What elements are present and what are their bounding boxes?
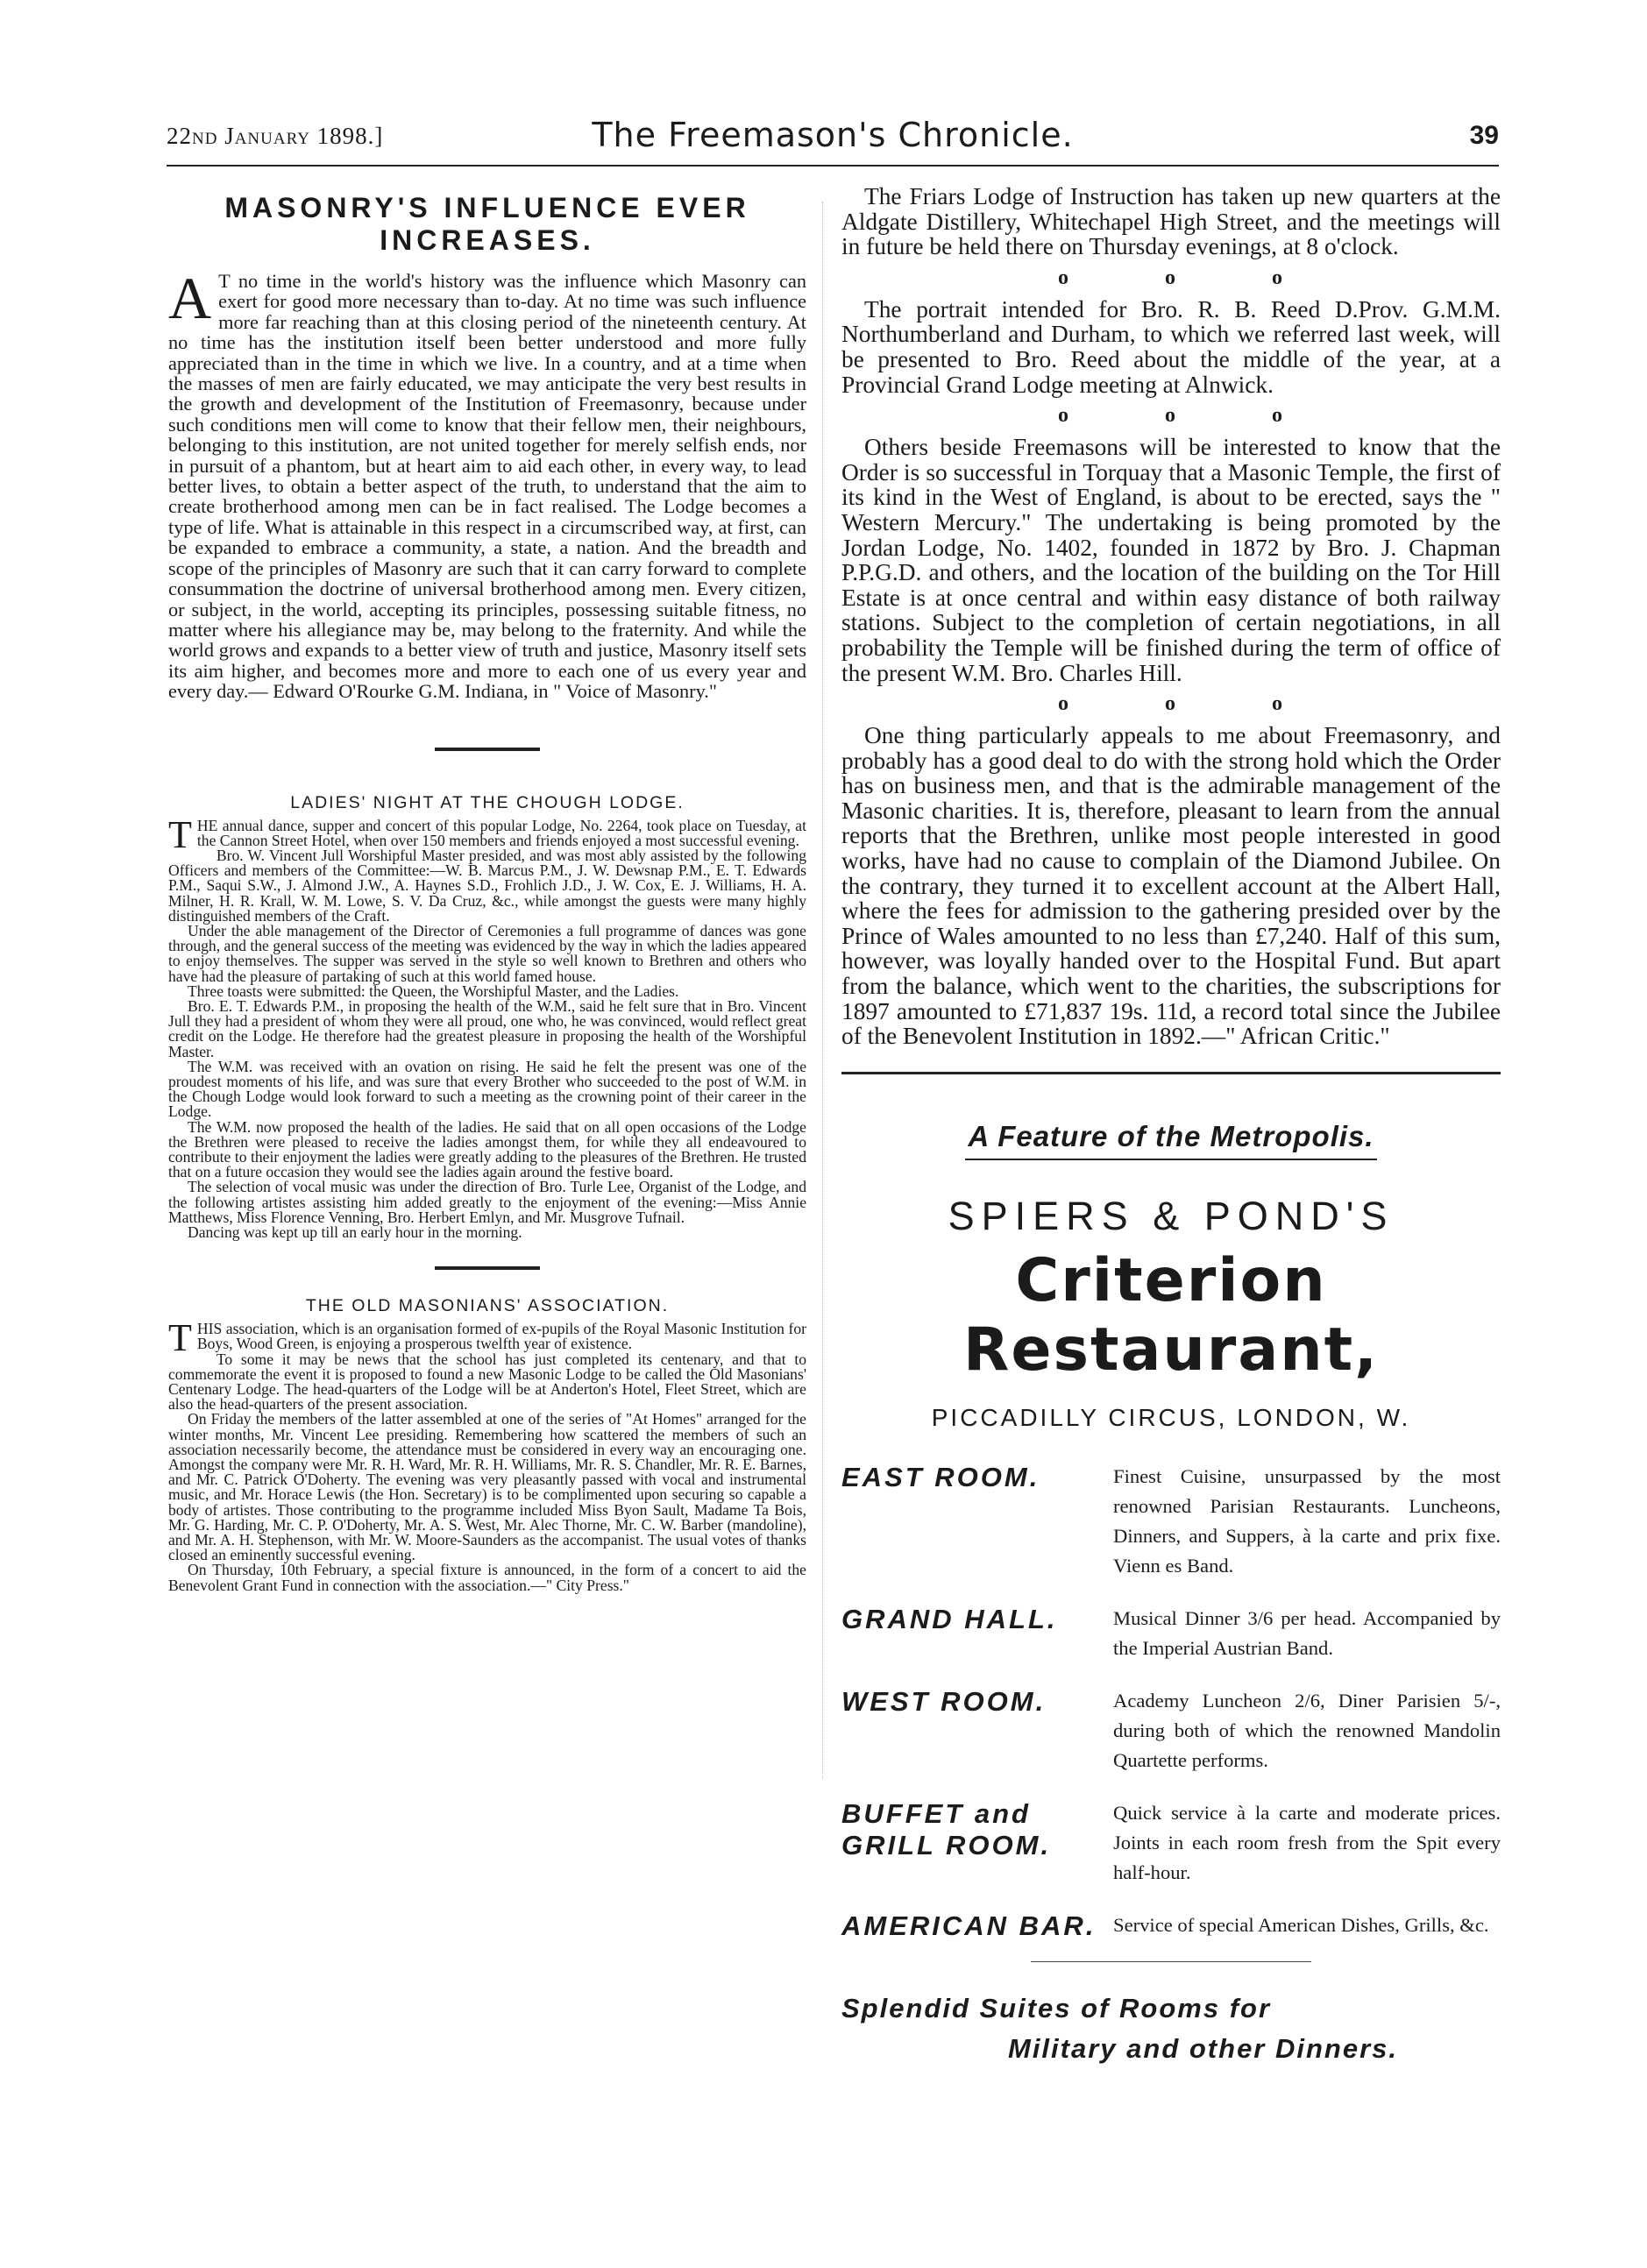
room-description: Finest Cuisine, unsurpassed by the most renowned Parisian Restaurants. Luncheons, Dinners, and Suppers, à la carte and prix fixe. Vienn es Band. — [1113, 1464, 1501, 1577]
drop-cap: T — [168, 812, 192, 856]
left-column — [168, 180, 806, 1593]
paragraph: The selection of vocal music was under the direction of Bro. Turle Lee, Organist of the Lodge, and the following artistes assisting him added greatly to the enjoyment of the evening:—Miss Annie Matthews, Miss Florence Venning, Bro. Herbert Emlyn, and Mr. Musgrove Tufnail. — [168, 1178, 806, 1226]
note-masonic-charities: One thing particularly appeals to me about Freemasonry, and probably has a good deal to do with the strong hold which the Order has on business men, and that is the admirable management of the Masonic charities. It is, therefore, pleasant to learn from the annual reports that the Brethren, unlike most people interested in good works, have had no cause to complain of the Diamond Jubilee. On the contrary, they turned it to excellent account at the Albert Hall, where the fees for admission to the gathering presided over by the Prince of Wales amounted to no less than £7,240. Half of this sum, however, was loyally handed over to the Hospital Fund. But apart from the balance, which went to the charities, the subscriptions for 1897 amounted to £71,837 19s. 11d, a record total since the Jubilee of the Benevolent Institution in 1892.—" African Critic." — [841, 722, 1501, 1050]
ad-feature-underline — [965, 1159, 1377, 1160]
right-column — [841, 184, 1501, 2069]
paragraph-text: HE annual dance, supper and concert of this popular Lodge, No. 2264, took place on Tuesday, at the Cannon Street Hotel, when over 150 members and friends enjoyed a most successful evening. — [196, 816, 806, 849]
section-separator — [435, 748, 540, 751]
room-description: Service of special American Dishes, Grills, &c. — [1113, 1913, 1489, 1936]
room-description: Musical Dinner 3/6 per head. Accompanied by the Imperial Austrian Band. — [1113, 1606, 1501, 1659]
paragraph: On Friday the members of the latter assembled at one of the series of "At Homes" arranged for the winter months, Mr. Vincent Lee presiding. Remembering how scattered the members of such an association necessarily become, the attendance must be considered in every way an encouraging one. Amongst the company were Mr. R. H. Ward, Mr. R. H. Williams, Mr. R. S. Chandler, Mr. R. E. Barnes, and Mr. C. Patrick O'Doherty. The evening was very pleasantly passed with vocal and instrumental music, and Mr. Horace Lewis (the Hon. Secretary) is to be complimented upon securing so capable a body of artistes. Those contributing to the programme included Miss Byon Sault, Madame Ta Bois, Mr. G. Harding, Mr. C. P. O'Doherty, Mr. A. S. West, Mr. Alec Thorne, Mr. C. W. Barber (mandoline), and Mr. A. H. Stephenson, with Mr. W. Moore-Saunders as the accompanist. The usual votes of thanks closed an eminently successful evening. — [168, 1410, 806, 1564]
criterion-advertisement — [841, 1120, 1501, 2069]
article-old-masonians — [168, 1316, 806, 1594]
section-rule — [841, 1072, 1501, 1074]
ad-room-buffet-grill — [841, 1795, 1501, 1888]
ad-feature-line: A Feature of the Metropolis. — [968, 1119, 1374, 1152]
headline-old-masonians: THE OLD MASONIANS' ASSOCIATION. — [305, 1296, 670, 1316]
paragraph: The W.M. now proposed the health of the ladies. He said that on all open occasions of the Lodge the Brethren were pleased to receive the ladies amongst them, for while they all endeavoured to contribute to their enjoyment the ladies were greatly adding to the pleasures of the Brethren. He trusted that on a future occasion they would see the ladies again around the festive board. — [168, 1117, 806, 1181]
ornament-separator: o o o — [1058, 404, 1328, 428]
headline-ladies-night: LADIES' NIGHT AT THE CHOUGH LODGE. — [290, 792, 685, 812]
paragraph — [168, 812, 806, 856]
room-name: WEST ROOM. — [841, 1685, 1047, 1717]
section-separator — [435, 1266, 540, 1270]
ad-rule — [1031, 1961, 1311, 1962]
paragraph: The W.M. was received with an ovation on rising. He said he felt the present was one of the proudest moments of his life, and was sure that every Brother who succeeded to the post of W.M. in the Chough Lodge would look forward to such a meeting as the crowning point of their career in the Lodge. — [168, 1057, 806, 1121]
drop-cap: A — [168, 265, 212, 331]
page-header — [167, 116, 1499, 163]
paragraph-text: HIS association, which is an organisation formed of ex-pupils of the Royal Masonic Institution for Boys, Wood Green, is enjoying a prosperous twelfth year of existence. — [196, 1320, 806, 1353]
ad-restaurant-name: Criterion Restaurant, — [963, 1245, 1379, 1385]
ad-room-east — [841, 1458, 1501, 1581]
room-name: BUFFET and GRILL ROOM. — [841, 1797, 1052, 1860]
room-name: GRAND HALL. — [841, 1603, 1058, 1634]
article-masonry-influence — [168, 265, 806, 703]
paragraph — [168, 1316, 806, 1360]
paragraph: Dancing was kept up till an early hour in the morning. — [188, 1223, 522, 1242]
note-portrait-reed: The portrait intended for Bro. R. B. Reed D.Prov. G.M.M. Northumberland and Durham, to which we referred last week, will be presented to Bro. Reed about the middle of the year, at a Provincial Grand Lodge meeting at Alnwick. — [841, 295, 1501, 398]
column-divider — [822, 202, 823, 1779]
article-body: T no time in the world's history was the influence which Masonry can exert for good more necessary than to-day. At no time was such influence more far reaching than at this closing period of the nineteenth century. At no time has the institution itself been better understood and more fully appreciated than in the time in which we live. In a country, and at a time when the masses of men are fairly educated, we may anticipate the very best results in the growth and development of the Institution of Freemasonry, because under such conditions men will come to know that their fellow men, their neighbours, belonging to this institution, are not united together for merely selfish ends, nor in pursuit of a phantom, but at heart aim to aid each other, in every way, to lead better lives, to obtain a better aspect of the truth, to understand that the aim to create brotherhood among men can be in fact realised. The Lodge becomes a type of life. What is attainable in this respect in a circumscribed way, at first, can be expanded to embrace a community, a state, a nation. And the breadth and scope of the principles of Masonry are such that it can carry forward to complete consummation the doctrine of universal brotherhood among men. Every citizen, or subject, in the world, accepting its principles, possessing suitable fitness, no matter where his allegiance may be, may belong to the fraternity. And while the world grows and expands to a better view of truth and justice, Masonry itself sets its aim higher, and becomes more and more to each one of us every year and every day.— Edward O'Rourke G.M. Indiana, in " Voice of Masonry." — [168, 270, 806, 703]
drop-cap: T — [168, 1316, 192, 1360]
paragraph: Bro. E. T. Edwards P.M., in proposing the health of the W.M., said he felt sure that in Bro. Vincent Jull they had a president of whom they were all proud, one who, he was convinced, would reflect great credit on the Lodge. He therefore had the greatest pleasure in proposing the health of the Worshipful Master. — [168, 996, 806, 1060]
header-rule — [167, 165, 1499, 167]
ad-room-grand-hall — [841, 1600, 1501, 1663]
paragraph: To some it may be news that the school has just completed its centenary, and that to commemorate the event it is proposed to found a new Masonic Lodge to be called the Old Masonians' Centenary Lodge. The head-quarters of the Lodge will be at Anderton's Hotel, Fleet Street, which are also the head-quarters of the present association. — [168, 1350, 806, 1414]
page-number: 39 — [1469, 121, 1499, 150]
headline-masonry-influence: MASONRY'S INFLUENCE EVER INCREASES. — [224, 192, 750, 256]
ad-tagline-line2: Military and other Dinners. — [1008, 2032, 1399, 2064]
issue-date: 22nd January 1898.] — [167, 123, 384, 149]
article-ladies-night — [168, 812, 806, 1242]
paragraph: Three toasts were submitted: the Queen, the Worshipful Master, and the Ladies. — [188, 982, 679, 1000]
publication-title: The Freemason's Chronicle. — [592, 116, 1074, 154]
ad-address: PICCADILLY CIRCUS, LONDON, W. — [931, 1403, 1411, 1431]
room-name: AMERICAN BAR. — [841, 1910, 1097, 1941]
ad-tagline-line1: Splendid Suites of Rooms for — [841, 1992, 1272, 2023]
ad-room-list — [841, 1458, 1501, 1942]
room-name: EAST ROOM. — [841, 1461, 1040, 1492]
note-torquay-temple: Others beside Freemasons will be interested to know that the Order is so successful in Torquay that a Masonic Temple, the first of its kind in the West of England, is about to be erected, says the " Western Mercury." The undertaking is being promoted by the Jordan Lodge, No. 1402, founded in 1872 by Bro. J. Chapman P.P.G.D. and others, and the location of the building on the Tor Hill Estate is at once central and within easy distance of both railway stations. Subject to the completion of certain negotiations, in all probability the Temple will be finished during the term of office of the present W.M. Bro. Charles Hill. — [841, 434, 1501, 686]
note-friars-lodge: The Friars Lodge of Instruction has taken up new quarters at the Aldgate Distillery, Whitechapel High Street, and the meetings will in future be held there on Thursday evenings, at 8 o'clock. — [841, 183, 1501, 260]
room-description: Academy Luncheon 2/6, Diner Parisien 5/-, during both of which the renowned Mandolin Quartette performs. — [1113, 1689, 1501, 1771]
ad-room-american-bar — [841, 1907, 1501, 1942]
ad-brand: SPIERS & POND'S — [948, 1193, 1395, 1238]
ornament-separator: o o o — [1058, 692, 1328, 716]
ornament-separator: o o o — [1058, 266, 1328, 289]
paragraph: On Thursday, 10th February, a special fixture is announced, in the form of a concert to aid the Benevolent Grant Fund in connection with the association.—" City Press." — [168, 1561, 806, 1594]
ad-room-west — [841, 1683, 1501, 1775]
paragraph: Under the able management of the Director of Ceremonies a full programme of dances was gone through, and the general success of the meeting was evidenced by the way in which the ladies appeared to enjoy themselves. The supper was served in the style so well known to Brethren and others who have had the pleasure of partaking of such at this world famed house. — [168, 921, 806, 985]
room-description: Quick service à la carte and moderate prices. Joints in each room fresh from the Spit every half-hour. — [1113, 1801, 1501, 1883]
ad-tagline — [841, 1988, 1501, 2069]
paragraph: Bro. W. Vincent Jull Worshipful Master presided, and was most ably assisted by the following Officers and members of the Committee:—W. B. Marcus P.M., J. W. Dewsnap P.M., E. T. Edwards P.M., Saqui S.W., J. Almond J.W., A. Haynes S.D., Frohlich J.D., J. W. Cox, E. J. Williams, H. A. Milner, H. R. Krall, W. M. Lowe, S. V. Da Cruz, &c., while amongst the guests were many highly distinguished members of the Craft. — [168, 846, 806, 925]
